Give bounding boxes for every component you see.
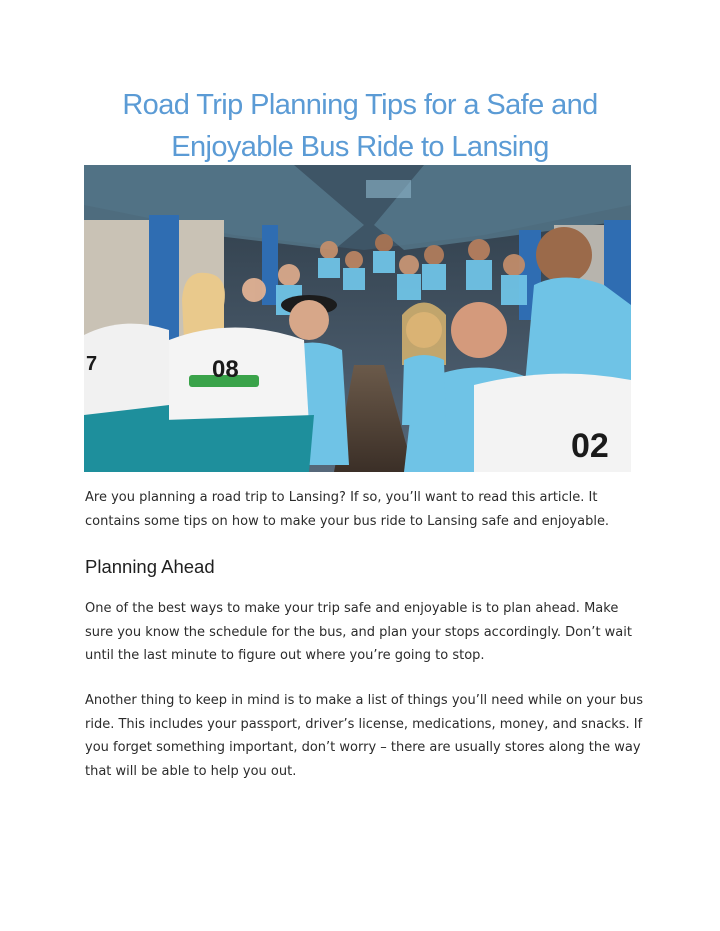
body-paragraph-1: One of the best ways to make your trip safe and enjoyable is to plan ahead. Make sure you know the schedule for the bus, and plan your stops accordingly. Don’t wait until the last minute to figure out where you’re going to stop.	[85, 601, 632, 663]
bus-interior-illustration	[84, 165, 631, 472]
title-line-1: Road Trip Planning Tips for a Safe and	[122, 89, 598, 121]
seat-number-center: 08	[212, 356, 239, 383]
intro-paragraph: Are you planning a road trip to Lansing? If so, you’ll want to read this article. It contains some tips on how to make your bus ride to Lansing safe and enjoyable.	[85, 490, 610, 529]
body-paragraph-2: Another thing to keep in mind is to make a list of things you’ll need while on your bus ride. This includes your passport, driver’s license, medications, money, and snacks. If you forget something important, don’t worry – there are usually stores along the way that will be able to help you out.	[85, 693, 644, 779]
seat-number-right: 02	[571, 427, 609, 465]
seat-number-left: 7	[86, 353, 98, 375]
section-heading: Planning Ahead	[85, 556, 215, 577]
bus-group-photo	[84, 165, 631, 472]
title-line-2: Enjoyable Bus Ride to Lansing	[171, 131, 549, 163]
page-title	[60, 84, 660, 168]
